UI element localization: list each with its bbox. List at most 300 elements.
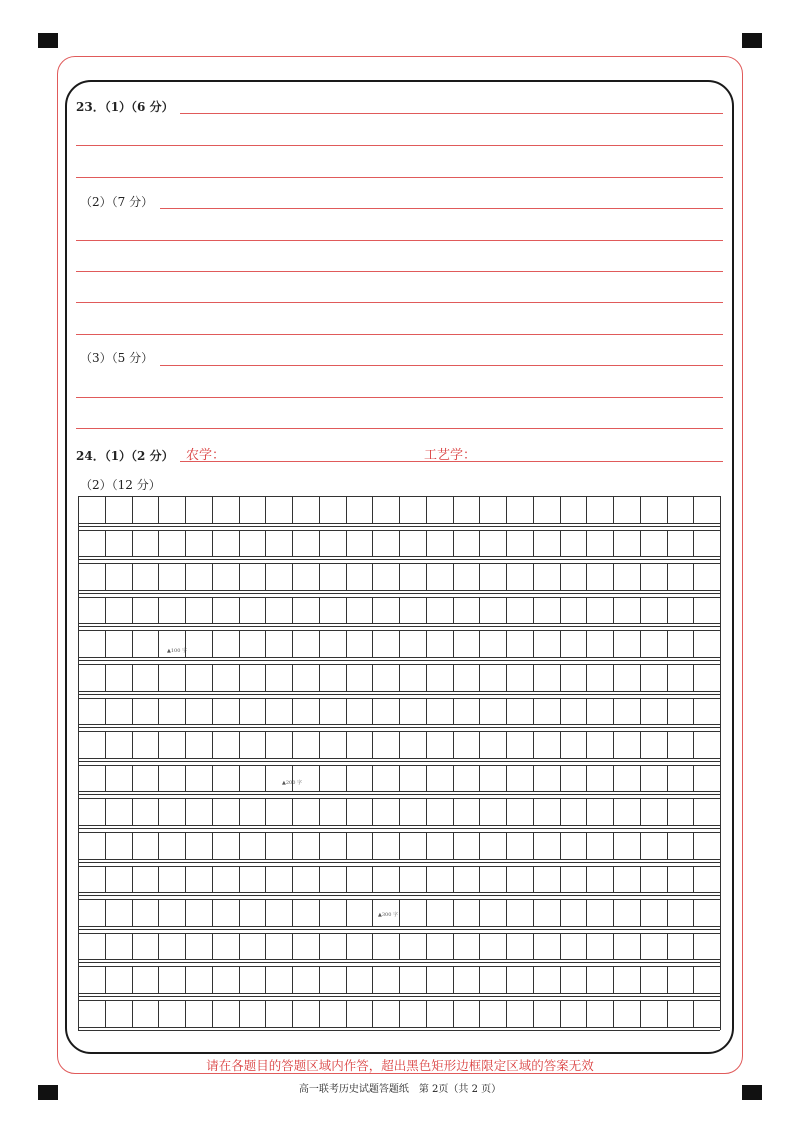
- grid-line: [372, 630, 373, 657]
- grid-line: [586, 1000, 587, 1027]
- grid-line: [667, 933, 668, 960]
- grid-line: [453, 731, 454, 758]
- grid-line: [640, 563, 641, 590]
- grid-line: [105, 1000, 106, 1027]
- grid-line: [426, 698, 427, 725]
- grid-line: [319, 731, 320, 758]
- grid-line: [158, 496, 159, 523]
- grid-line: [560, 966, 561, 993]
- grid-line: [212, 899, 213, 926]
- grid-line: [105, 765, 106, 792]
- grid-line: [158, 832, 159, 859]
- grid-line: [560, 798, 561, 825]
- q24-part1-label: 24．（1）（2 分）: [76, 449, 178, 463]
- grid-line: [346, 630, 347, 657]
- grid-line: [239, 664, 240, 691]
- q23-answer-line[interactable]: [160, 208, 723, 209]
- grid-line: [453, 798, 454, 825]
- grid-line: [426, 899, 427, 926]
- grid-line: [560, 933, 561, 960]
- grid-line: [372, 530, 373, 557]
- grid-line: [292, 563, 293, 590]
- grid-line: [292, 933, 293, 960]
- grid-line: [506, 765, 507, 792]
- grid-line: [78, 727, 720, 728]
- grid-line: [479, 664, 480, 691]
- q24-part2-label: （2）（12 分）: [80, 478, 165, 492]
- grid-line: [212, 966, 213, 993]
- grid-line: [399, 899, 400, 926]
- grid-line: [533, 966, 534, 993]
- grid-line: [693, 765, 694, 792]
- grid-line: [426, 1000, 427, 1027]
- grid-line: [372, 866, 373, 893]
- grid-line: [586, 933, 587, 960]
- grid-line: [292, 899, 293, 926]
- grid-line: [265, 832, 266, 859]
- grid-line: [105, 832, 106, 859]
- grid-line: [533, 765, 534, 792]
- grid-line: [132, 563, 133, 590]
- grid-line: [399, 866, 400, 893]
- grid-line: [319, 765, 320, 792]
- grid-line: [185, 496, 186, 523]
- grid-line: [613, 530, 614, 557]
- grid-line: [346, 798, 347, 825]
- grid-line: [560, 698, 561, 725]
- grid-line: [640, 798, 641, 825]
- grid-line: [158, 630, 159, 657]
- grid-line: [346, 563, 347, 590]
- grid-line: [640, 765, 641, 792]
- grid-line: [265, 563, 266, 590]
- grid-line: [78, 929, 720, 930]
- grid-line: [426, 496, 427, 523]
- grid-line: [693, 832, 694, 859]
- grid-line: [399, 798, 400, 825]
- grid-line: [586, 832, 587, 859]
- grid-line: [506, 563, 507, 590]
- grid-line: [265, 866, 266, 893]
- grid-line: [265, 798, 266, 825]
- registration-mark-top-left: [38, 33, 58, 48]
- grid-line: [586, 563, 587, 590]
- grid-line: [399, 664, 400, 691]
- grid-line: [586, 899, 587, 926]
- grid-line: [185, 966, 186, 993]
- grid-line: [132, 731, 133, 758]
- grid-line: [506, 664, 507, 691]
- grid-line: [185, 530, 186, 557]
- grid-line: [399, 597, 400, 624]
- grid-line: [667, 731, 668, 758]
- grid-line: [399, 698, 400, 725]
- grid-line: [78, 828, 720, 829]
- grid-line: [533, 866, 534, 893]
- grid-line: [292, 630, 293, 657]
- grid-line: [533, 1000, 534, 1027]
- q23-answer-line[interactable]: [180, 113, 723, 114]
- grid-line: [319, 798, 320, 825]
- grid-line: [346, 664, 347, 691]
- grid-line: [693, 698, 694, 725]
- grid-line: [372, 966, 373, 993]
- grid-line: [667, 966, 668, 993]
- grid-line: [560, 563, 561, 590]
- grid-line: [506, 496, 507, 523]
- grid-line: [292, 765, 293, 792]
- grid-line: [265, 630, 266, 657]
- q23-answer-line[interactable]: [76, 334, 723, 335]
- grid-line: [453, 1000, 454, 1027]
- grid-line: [212, 664, 213, 691]
- grid-line: [506, 1000, 507, 1027]
- grid-line: [586, 698, 587, 725]
- grid-line: [105, 597, 106, 624]
- grid-line: [212, 530, 213, 557]
- grid-line: [372, 933, 373, 960]
- grid-line: [667, 496, 668, 523]
- grid-line: [640, 731, 641, 758]
- grid-line: [667, 832, 668, 859]
- grid-line: [613, 966, 614, 993]
- q23-answer-line[interactable]: [76, 397, 723, 398]
- grid-line: [720, 496, 721, 1030]
- grid-line: [560, 731, 561, 758]
- grid-line: [132, 798, 133, 825]
- grid-line: [613, 798, 614, 825]
- grid-line: [506, 530, 507, 557]
- grid-line: [78, 691, 720, 692]
- grid-line: [506, 899, 507, 926]
- grid-line: [479, 597, 480, 624]
- grid-line: [640, 933, 641, 960]
- grid-line: [506, 597, 507, 624]
- grid-line: [239, 832, 240, 859]
- grid-line: [533, 832, 534, 859]
- grid-line: [158, 966, 159, 993]
- grid-line: [346, 866, 347, 893]
- grid-line: [132, 698, 133, 725]
- grid-line: [319, 899, 320, 926]
- grid-line: [105, 563, 106, 590]
- grid-line: [212, 798, 213, 825]
- grid-line: [533, 496, 534, 523]
- grid-line: [185, 664, 186, 691]
- grid-line: [667, 597, 668, 624]
- grid-line: [78, 962, 720, 963]
- q23-answer-line[interactable]: [76, 302, 723, 303]
- grid-line: [78, 590, 720, 591]
- grid-line: [533, 563, 534, 590]
- grid-line: [185, 899, 186, 926]
- grid-line: [292, 832, 293, 859]
- grid-line: [158, 597, 159, 624]
- grid-line: [453, 966, 454, 993]
- grid-line: [212, 866, 213, 893]
- grid-line: [613, 630, 614, 657]
- grid-line: [78, 556, 720, 557]
- grid-line: [78, 657, 720, 658]
- grid-line: [158, 866, 159, 893]
- grid-line: [506, 832, 507, 859]
- grid-line: [586, 597, 587, 624]
- grid-line: [479, 530, 480, 557]
- grid-line: [533, 933, 534, 960]
- grid-line: [372, 563, 373, 590]
- grid-line: [426, 765, 427, 792]
- grid-line: [78, 593, 720, 594]
- grid-line: [78, 892, 720, 893]
- grid-line: [640, 664, 641, 691]
- grid-line: [613, 563, 614, 590]
- grid-line: [132, 866, 133, 893]
- q23-answer-line[interactable]: [76, 240, 723, 241]
- grid-line: [426, 866, 427, 893]
- grid-line: [132, 832, 133, 859]
- grid-line: [319, 597, 320, 624]
- grid-line: [105, 966, 106, 993]
- grid-line: [693, 630, 694, 657]
- grid-line: [613, 597, 614, 624]
- grid-line: [319, 866, 320, 893]
- grid-line: [693, 899, 694, 926]
- grid-line: [372, 899, 373, 926]
- grid-line: [78, 862, 720, 863]
- grid-line: [239, 563, 240, 590]
- grid-line: [319, 966, 320, 993]
- grid-line: [533, 530, 534, 557]
- grid-line: [613, 866, 614, 893]
- grid-line: [212, 1000, 213, 1027]
- grid-line: [399, 1000, 400, 1027]
- grid-line: [640, 630, 641, 657]
- grid-line: [453, 933, 454, 960]
- q23-part1-label: 23．（1）（6 分）: [76, 100, 178, 114]
- grid-line: [265, 731, 266, 758]
- grid-line: [265, 698, 266, 725]
- grid-line: [667, 899, 668, 926]
- grid-line: [479, 731, 480, 758]
- grid-line: [533, 597, 534, 624]
- grid-line: [372, 496, 373, 523]
- grid-line: [560, 899, 561, 926]
- grid-line: [105, 630, 106, 657]
- grid-line: [158, 765, 159, 792]
- grid-line: [667, 698, 668, 725]
- grid-line: [372, 765, 373, 792]
- grid-line: [693, 966, 694, 993]
- grid-line: [586, 765, 587, 792]
- grid-line: [372, 731, 373, 758]
- grid-line: [372, 698, 373, 725]
- answer-area-warning: 请在各题目的答题区域内作答，超出黑色矩形边框限定区域的答案无效: [206, 1058, 594, 1073]
- grid-line: [185, 563, 186, 590]
- grid-line: [453, 530, 454, 557]
- grid-line: [132, 933, 133, 960]
- grid-line: [158, 530, 159, 557]
- grid-line: [479, 563, 480, 590]
- grid-line: [239, 530, 240, 557]
- grid-line: [453, 563, 454, 590]
- grid-line: [426, 630, 427, 657]
- grid-line: [265, 933, 266, 960]
- grid-line: [292, 664, 293, 691]
- grid-line: [453, 630, 454, 657]
- grid-line: [399, 630, 400, 657]
- grid-line: [78, 825, 720, 826]
- grid-line: [640, 832, 641, 859]
- grid-line: [346, 731, 347, 758]
- grid-line: [319, 664, 320, 691]
- grid-line: [693, 1000, 694, 1027]
- grid-line: [105, 698, 106, 725]
- grid-line: [479, 630, 480, 657]
- grid-line: [212, 630, 213, 657]
- grid-line: [132, 664, 133, 691]
- grid-line: [185, 798, 186, 825]
- grid-line: [239, 966, 240, 993]
- grid-line: [212, 597, 213, 624]
- grid-line: [105, 933, 106, 960]
- grid-line: [239, 496, 240, 523]
- grid-line: [78, 623, 720, 624]
- grid-line: [399, 530, 400, 557]
- grid-line: [533, 664, 534, 691]
- grid-line: [693, 731, 694, 758]
- grid-line: [265, 664, 266, 691]
- grid-line: [399, 765, 400, 792]
- grid-line: [265, 530, 266, 557]
- grid-line: [693, 933, 694, 960]
- grid-line: [399, 933, 400, 960]
- q24-craft-label: 工艺学：: [424, 448, 477, 463]
- grid-line: [185, 866, 186, 893]
- grid-line: [453, 698, 454, 725]
- grid-line: [479, 496, 480, 523]
- grid-line: [346, 832, 347, 859]
- grid-line: [212, 731, 213, 758]
- grid-line: [453, 765, 454, 792]
- grid-line: [640, 899, 641, 926]
- grid-line: [586, 866, 587, 893]
- page-footer: 高一联考历史试题答题纸 第 2页（共 2 页）: [298, 1084, 502, 1095]
- grid-line: [560, 832, 561, 859]
- grid-line: [426, 731, 427, 758]
- grid-line: [105, 530, 106, 557]
- grid-line: [399, 496, 400, 523]
- grid-line: [132, 630, 133, 657]
- grid-line: [640, 966, 641, 993]
- grid-line: [105, 664, 106, 691]
- grid-line: [613, 698, 614, 725]
- grid-line: [399, 731, 400, 758]
- grid-line: [613, 899, 614, 926]
- grid-line: [667, 563, 668, 590]
- grid-line: [78, 959, 720, 960]
- grid-line: [265, 597, 266, 624]
- grid-line: [185, 731, 186, 758]
- grid-line: [667, 798, 668, 825]
- grid-line: [319, 563, 320, 590]
- grid-line: [239, 630, 240, 657]
- grid-line: [506, 731, 507, 758]
- grid-line: [185, 1000, 186, 1027]
- grid-line: [265, 966, 266, 993]
- q23-answer-line[interactable]: [160, 365, 723, 366]
- grid-line: [78, 496, 79, 1030]
- q23-answer-line[interactable]: [76, 177, 723, 178]
- grid-line: [292, 1000, 293, 1027]
- grid-line: [426, 966, 427, 993]
- grid-line: [613, 765, 614, 792]
- grid-line: [212, 698, 213, 725]
- grid-line: [78, 758, 720, 759]
- grid-line: [613, 731, 614, 758]
- grid-line: [346, 597, 347, 624]
- grid-line: [533, 731, 534, 758]
- grid-line: [426, 530, 427, 557]
- grid-line: [533, 698, 534, 725]
- word-count-marker-300: ▲300 字: [378, 912, 398, 918]
- q23-part3-label: （3）（5 分）: [80, 351, 157, 365]
- grid-line: [265, 496, 266, 523]
- grid-line: [426, 563, 427, 590]
- grid-line: [640, 698, 641, 725]
- grid-line: [560, 866, 561, 893]
- grid-line: [586, 530, 587, 557]
- grid-line: [560, 597, 561, 624]
- grid-line: [78, 791, 720, 792]
- grid-line: [506, 698, 507, 725]
- grid-line: [239, 899, 240, 926]
- grid-line: [78, 724, 720, 725]
- grid-line: [158, 698, 159, 725]
- grid-line: [586, 664, 587, 691]
- q23-answer-line[interactable]: [76, 428, 723, 429]
- grid-line: [426, 933, 427, 960]
- grid-line: [426, 664, 427, 691]
- grid-line: [506, 933, 507, 960]
- grid-line: [640, 597, 641, 624]
- grid-line: [78, 761, 720, 762]
- grid-line: [132, 530, 133, 557]
- grid-line: [78, 523, 720, 524]
- grid-line: [560, 765, 561, 792]
- grid-line: [453, 866, 454, 893]
- grid-line: [292, 798, 293, 825]
- q23-answer-line[interactable]: [76, 271, 723, 272]
- grid-line: [292, 530, 293, 557]
- grid-line: [319, 496, 320, 523]
- grid-line: [453, 899, 454, 926]
- grid-line: [292, 731, 293, 758]
- grid-line: [319, 698, 320, 725]
- grid-line: [346, 933, 347, 960]
- grid-line: [78, 926, 720, 927]
- grid-line: [212, 496, 213, 523]
- grid-line: [640, 530, 641, 557]
- grid-line: [292, 597, 293, 624]
- grid-line: [453, 496, 454, 523]
- grid-line: [453, 664, 454, 691]
- grid-line: [346, 530, 347, 557]
- grid-line: [105, 496, 106, 523]
- grid-line: [105, 731, 106, 758]
- grid-line: [586, 798, 587, 825]
- q23-answer-line[interactable]: [76, 145, 723, 146]
- grid-line: [479, 933, 480, 960]
